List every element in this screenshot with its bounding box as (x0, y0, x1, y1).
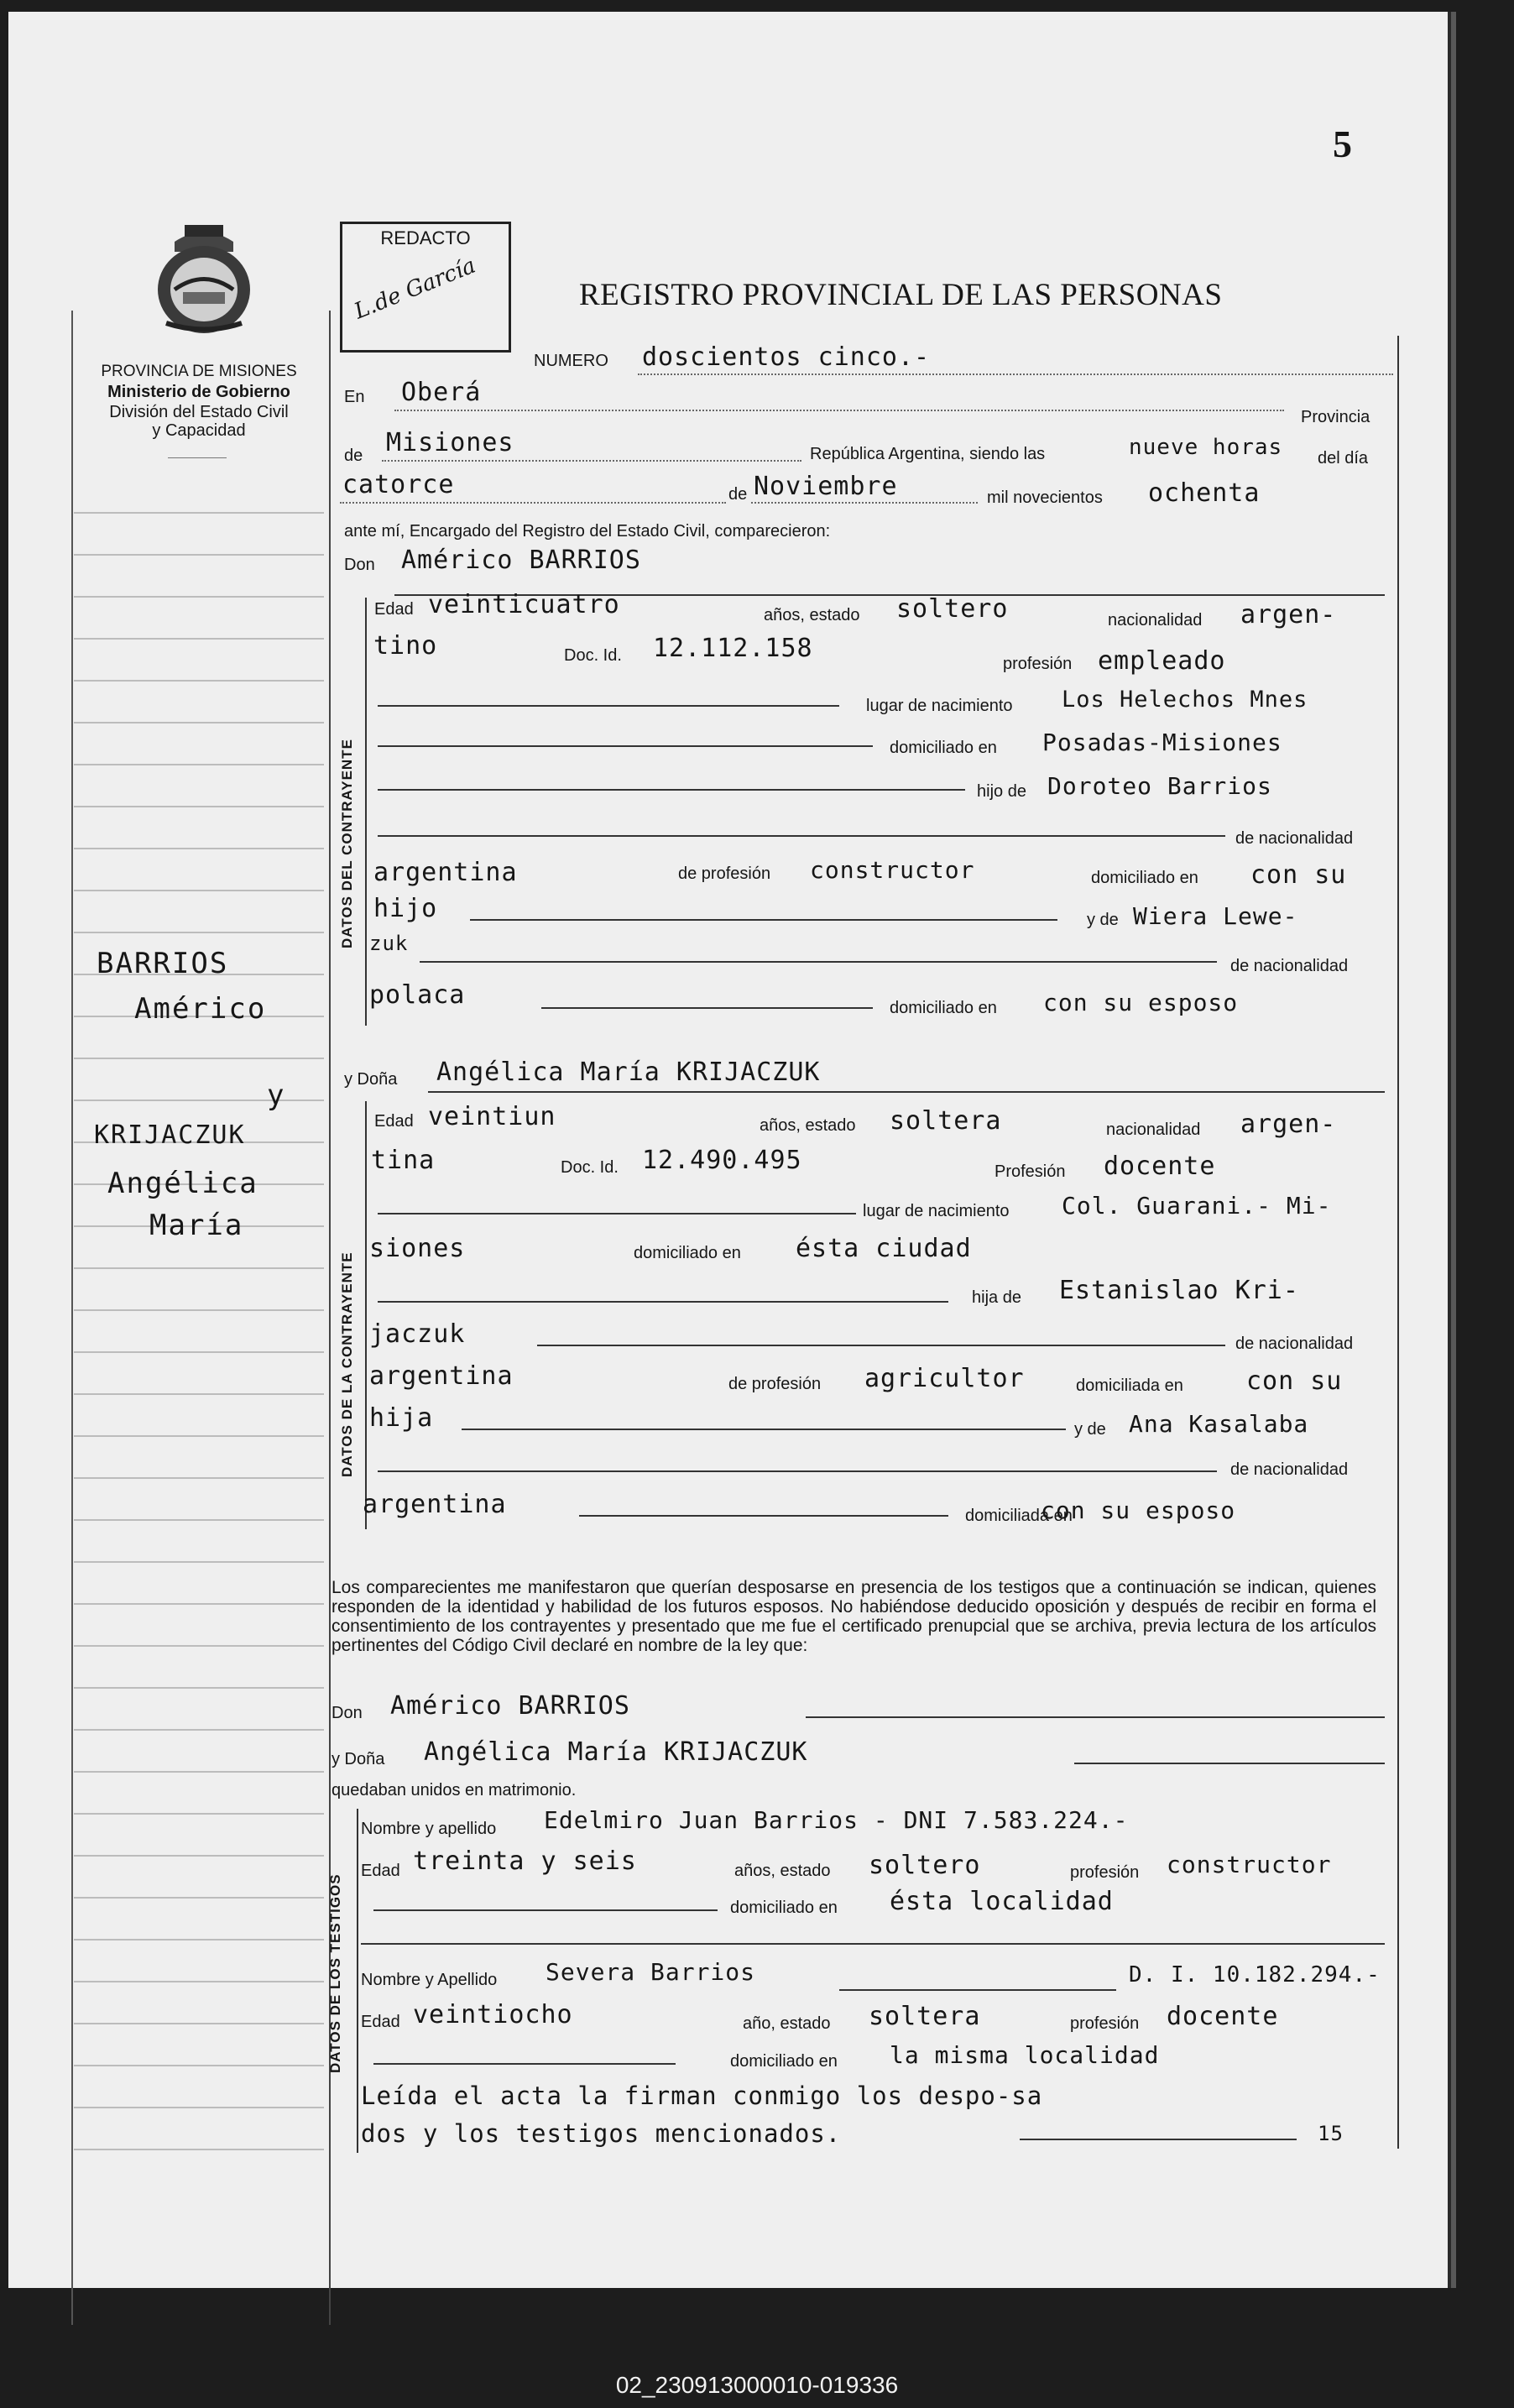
de-label: de (344, 447, 363, 465)
side-ministry: Ministerio de Gobierno (107, 383, 290, 401)
bride-doc: 12.490.495 (642, 1146, 802, 1175)
hija-label: hija de (972, 1288, 1021, 1307)
left-margin-line (71, 311, 73, 2325)
groom-father: Doroteo Barrios (1047, 772, 1272, 800)
prof-label: profesión (1003, 655, 1073, 673)
bride-birthplace-1: Col. Guarani.- Mi- (1062, 1192, 1332, 1220)
ruled-line (74, 2149, 324, 2150)
denac-label-2: de nacionalidad (1230, 957, 1349, 975)
ruled-line (74, 1855, 324, 1857)
groom-profession: empleado (1098, 646, 1226, 676)
denac-label: de nacionalidad (1235, 829, 1354, 848)
decl-bride: Angélica María KRIJACZUK (424, 1737, 808, 1767)
witness2-doc: D. I. 10.182.294.- (1129, 1962, 1381, 1988)
numero-value: doscientos cinco.- (642, 342, 931, 372)
underline (378, 1213, 856, 1214)
underline (373, 1909, 718, 1911)
side-divider (168, 457, 227, 458)
margin-name-groom: Américo (134, 992, 267, 1026)
ruled-line (74, 1058, 324, 1059)
anios-label: años, estado (764, 606, 860, 624)
bride-father-1: Estanislao Kri- (1059, 1276, 1299, 1305)
registry-title: REGISTRO PROVINCIAL DE LAS PERSONAS (579, 278, 1223, 312)
groom-mother-1: Wiera Lewe- (1133, 902, 1298, 930)
testigos-section-label: DATOS DE LOS TESTIGOS (327, 1873, 343, 2073)
underline (579, 1515, 948, 1517)
ruled-line (74, 1100, 324, 1101)
underline (378, 1301, 948, 1303)
groom-birthplace: Los Helechos Mnes (1062, 687, 1308, 713)
coat-of-arms-seal (149, 218, 258, 336)
ruled-line (74, 1393, 324, 1395)
ruled-line (74, 1687, 324, 1689)
denac-label-f: de nacionalidad (1235, 1335, 1354, 1353)
underline (378, 835, 1225, 837)
anios-label-f: años, estado (760, 1116, 856, 1135)
underline (428, 1091, 1385, 1093)
witness2-name: Severa Barrios (546, 1958, 756, 1986)
t1-name-label: Nombre y apellido (361, 1820, 497, 1838)
closing-mark: 15 (1318, 2122, 1344, 2145)
fill-line (751, 502, 978, 504)
groom-age: veinticuatro (428, 590, 620, 619)
ruled-line (74, 638, 324, 640)
witness2-age: veintiocho (413, 2000, 573, 2029)
witness2-address: la misma localidad (890, 2041, 1160, 2069)
margin-name2-bride: María (149, 1209, 244, 1242)
redacto-stamp-box (340, 222, 511, 353)
ruled-line (74, 1897, 324, 1899)
ruled-line (74, 1519, 324, 1521)
bride-nationality-2: tina (371, 1146, 436, 1175)
decl-don-label: Don (332, 1704, 363, 1722)
dom-label: domiciliado en (890, 739, 997, 757)
groom-status: soltero (896, 594, 1009, 624)
margin-name-bride: Angélica (107, 1167, 258, 1200)
underline (378, 1470, 1217, 1472)
underline (462, 1429, 1066, 1430)
en-label: En (344, 388, 365, 406)
groom-father-profession: constructor (810, 856, 975, 884)
bride-mother-nationality: argentina (363, 1490, 507, 1519)
main-right-border (1397, 336, 1399, 2149)
deprof-label-f: de profesión (728, 1375, 822, 1393)
underline (1074, 1763, 1385, 1764)
bride-birthplace-2: siones (369, 1234, 466, 1263)
bride-father-address-2: hija (369, 1403, 434, 1433)
hijo-label: hijo de (977, 782, 1026, 801)
underline (541, 1007, 873, 1009)
underline (537, 1345, 1225, 1346)
groom-nationality-2: tino (373, 631, 438, 661)
dom3-label: domiciliado en (890, 999, 997, 1017)
witness2-profession: docente (1167, 2002, 1279, 2031)
fill-line (382, 460, 801, 462)
margin-surname-bride: KRIJACZUK (94, 1120, 246, 1150)
ruled-line (74, 1309, 324, 1311)
underline (378, 745, 873, 747)
ruled-line (74, 1729, 324, 1731)
dom2-label-f: domiciliada en (1076, 1376, 1183, 1395)
nac-label: nacionalidad (1108, 611, 1203, 629)
ruled-line (74, 1267, 324, 1269)
ruled-line (74, 2107, 324, 2108)
de2-label: de (728, 485, 748, 504)
redacto-label: REDACTO (380, 227, 471, 248)
t1-anios-label: años, estado (734, 1862, 831, 1880)
t2-prof-label: profesión (1070, 2014, 1140, 2033)
contrayente-bracket (365, 598, 367, 1026)
groom-father-nationality: argentina (373, 858, 518, 887)
ruled-line (74, 596, 324, 598)
prof-label-f: Profesión (995, 1162, 1066, 1181)
bride-father-nationality: argentina (369, 1361, 514, 1391)
redactor-signature: L.de García (350, 253, 479, 325)
ruled-line (74, 848, 324, 849)
decl-dona-label: y Doña (332, 1750, 385, 1768)
ruled-line (74, 1477, 324, 1479)
ruled-line (74, 1981, 324, 1982)
yde-label: y de (1087, 911, 1119, 929)
yde-label-f: y de (1074, 1420, 1106, 1439)
en-value: Oberá (401, 378, 482, 407)
witness1-profession: constructor (1167, 1851, 1332, 1878)
t2-edad-label: Edad (361, 2013, 400, 2031)
dia-value: catorce (342, 470, 455, 499)
bride-profession: docente (1104, 1152, 1216, 1181)
bride-age: veintiun (428, 1102, 556, 1131)
ruled-line (74, 512, 324, 514)
contrayente-f-section-label: DATOS DE LA CONTRAYENTE (339, 1251, 355, 1477)
ruled-line (74, 1939, 324, 1941)
bride-mother: Ana Kasalaba (1129, 1410, 1309, 1438)
closing-line-1: Leída el acta la firman conmigo los despo-sa (361, 2082, 1043, 2110)
t2-name-label: Nombre y Apellido (361, 1971, 498, 1989)
del-dia-label: del día (1318, 449, 1369, 467)
numero-label: NUMERO (534, 352, 608, 370)
decl-groom: Américo BARRIOS (390, 1691, 630, 1721)
groom-doc: 12.112.158 (653, 634, 813, 663)
side-division: División del Estado Civil (109, 403, 289, 421)
contrayente-f-bracket (365, 1101, 367, 1529)
side-capacity: y Capacidad (152, 421, 246, 440)
margin-conjunction: y (267, 1079, 286, 1112)
ruled-line (74, 1813, 324, 1815)
mil-label: mil novecientos (987, 488, 1103, 507)
bride-nationality-1: argen- (1240, 1110, 1337, 1139)
dom3-label-f: domiciliada en (965, 1507, 1073, 1525)
ruled-line (74, 722, 324, 723)
doc-label-f: Doc. Id. (561, 1158, 619, 1177)
groom-father-address-2: hijo (373, 894, 438, 923)
testigos-bracket (357, 1809, 358, 2153)
bride-address: ésta ciudad (796, 1234, 972, 1263)
lugar-label: lugar de nacimiento (866, 697, 1013, 715)
underline (1020, 2139, 1297, 2140)
t1-prof-label: profesión (1070, 1863, 1140, 1882)
witness1-status: soltero (869, 1851, 981, 1880)
provincia-label: Provincia (1301, 408, 1370, 426)
scan-identifier: 02_230913000010-019336 (615, 2372, 899, 2398)
edad-label: Edad (374, 600, 414, 619)
ruled-line (74, 1351, 324, 1353)
underline (361, 1943, 1385, 1945)
declaration-paragraph: Los comparecientes me manifestaron que querían desposarse en presencia de los testigos que a continuación se indican, quienes responden de la identidad y habilidad de los futuros esposos. No habiéndose deducido oposición y después de recibir en forma el consentimiento de los contrayentes y presentado que me fue el certificado prenupcial que se archiva, previa lectura de los artículos pertinentes del Código Civil declaré en nombre de la ley que: (332, 1578, 1376, 1655)
ruled-line (74, 2023, 324, 2024)
witness1-address: ésta localidad (890, 1887, 1114, 1916)
anio-value: ochenta (1148, 478, 1261, 508)
fill-line (394, 410, 1284, 411)
fill-line (638, 373, 1393, 375)
bride-name: Angélica María KRIJACZUK (436, 1058, 821, 1087)
ruled-line (74, 890, 324, 891)
ruled-line (74, 554, 324, 556)
ruled-line (74, 1435, 324, 1437)
underline (420, 961, 1217, 963)
mes-value: Noviembre (754, 472, 898, 501)
doc-label: Doc. Id. (564, 646, 622, 665)
edad-label-f: Edad (374, 1112, 414, 1131)
dom-label-f: domiciliado en (634, 1244, 741, 1262)
ruled-line (74, 806, 324, 807)
lugar-label-f: lugar de nacimiento (863, 1202, 1010, 1220)
deprof-label: de profesión (678, 864, 771, 883)
groom-mother-nationality: polaca (369, 980, 466, 1010)
closing-line-2: dos y los testigos mencionados. (361, 2119, 842, 2148)
ruled-line (74, 2065, 324, 2066)
t1-dom-label: domiciliado en (730, 1899, 838, 1917)
underline (378, 705, 839, 707)
dona-label: y Doña (344, 1070, 398, 1089)
ruled-line (74, 1771, 324, 1773)
witness2-status: soltera (869, 2002, 981, 2031)
side-province: PROVINCIA DE MISIONES (101, 363, 297, 380)
don-label: Don (344, 556, 375, 574)
ruled-line (74, 1645, 324, 1647)
underline (806, 1716, 1385, 1718)
underline (373, 2063, 676, 2065)
witness1-age: treinta y seis (413, 1846, 637, 1876)
dom2-label: domiciliado en (1091, 869, 1198, 887)
groom-nationality-1: argen- (1240, 600, 1337, 629)
bride-father-profession: agricultor (864, 1364, 1025, 1393)
bride-father-address-1: con su (1246, 1366, 1343, 1396)
t2-anio-label: año, estado (743, 2014, 831, 2033)
page-number: 5 (1333, 123, 1352, 165)
contrayente-section-label: DATOS DEL CONTRAYENTE (339, 739, 355, 948)
groom-address: Posadas-Misiones (1042, 729, 1282, 756)
t1-edad-label: Edad (361, 1862, 400, 1880)
denac-label-f2: de nacionalidad (1230, 1460, 1349, 1479)
nac-label-f: nacionalidad (1106, 1120, 1201, 1139)
bride-status: soltera (890, 1106, 1002, 1136)
margin-surname-groom: BARRIOS (97, 947, 229, 980)
groom-father-address-1: con su (1250, 860, 1347, 890)
bride-mother-address: con su esposo (1041, 1497, 1236, 1524)
witness1-name: Edelmiro Juan Barrios - DNI 7.583.224.- (544, 1806, 1129, 1834)
bride-father-2: jaczuk (369, 1319, 466, 1349)
ruled-line (74, 1561, 324, 1563)
groom-name: Américo BARRIOS (401, 546, 641, 575)
ruled-line (74, 932, 324, 933)
t2-dom-label: domiciliado en (730, 2052, 838, 2071)
underline (839, 1989, 1116, 1991)
fill-line (340, 502, 726, 504)
ante-mi-text: ante mí, Encargado del Registro del Estado Civil, comparecieron: (344, 522, 831, 541)
republica-label: República Argentina, siendo las (810, 445, 1046, 463)
underline (470, 919, 1057, 921)
ruled-line (74, 680, 324, 682)
groom-mother-2: zuk (369, 932, 409, 955)
unidos-text: quedaban unidos en matrimonio. (332, 1781, 577, 1799)
underline (378, 789, 965, 791)
hora-value: nueve horas (1129, 435, 1283, 460)
groom-mother-address: con su esposo (1043, 989, 1239, 1016)
ruled-line (74, 764, 324, 765)
de-value: Misiones (386, 428, 514, 457)
ruled-line (74, 1603, 324, 1605)
